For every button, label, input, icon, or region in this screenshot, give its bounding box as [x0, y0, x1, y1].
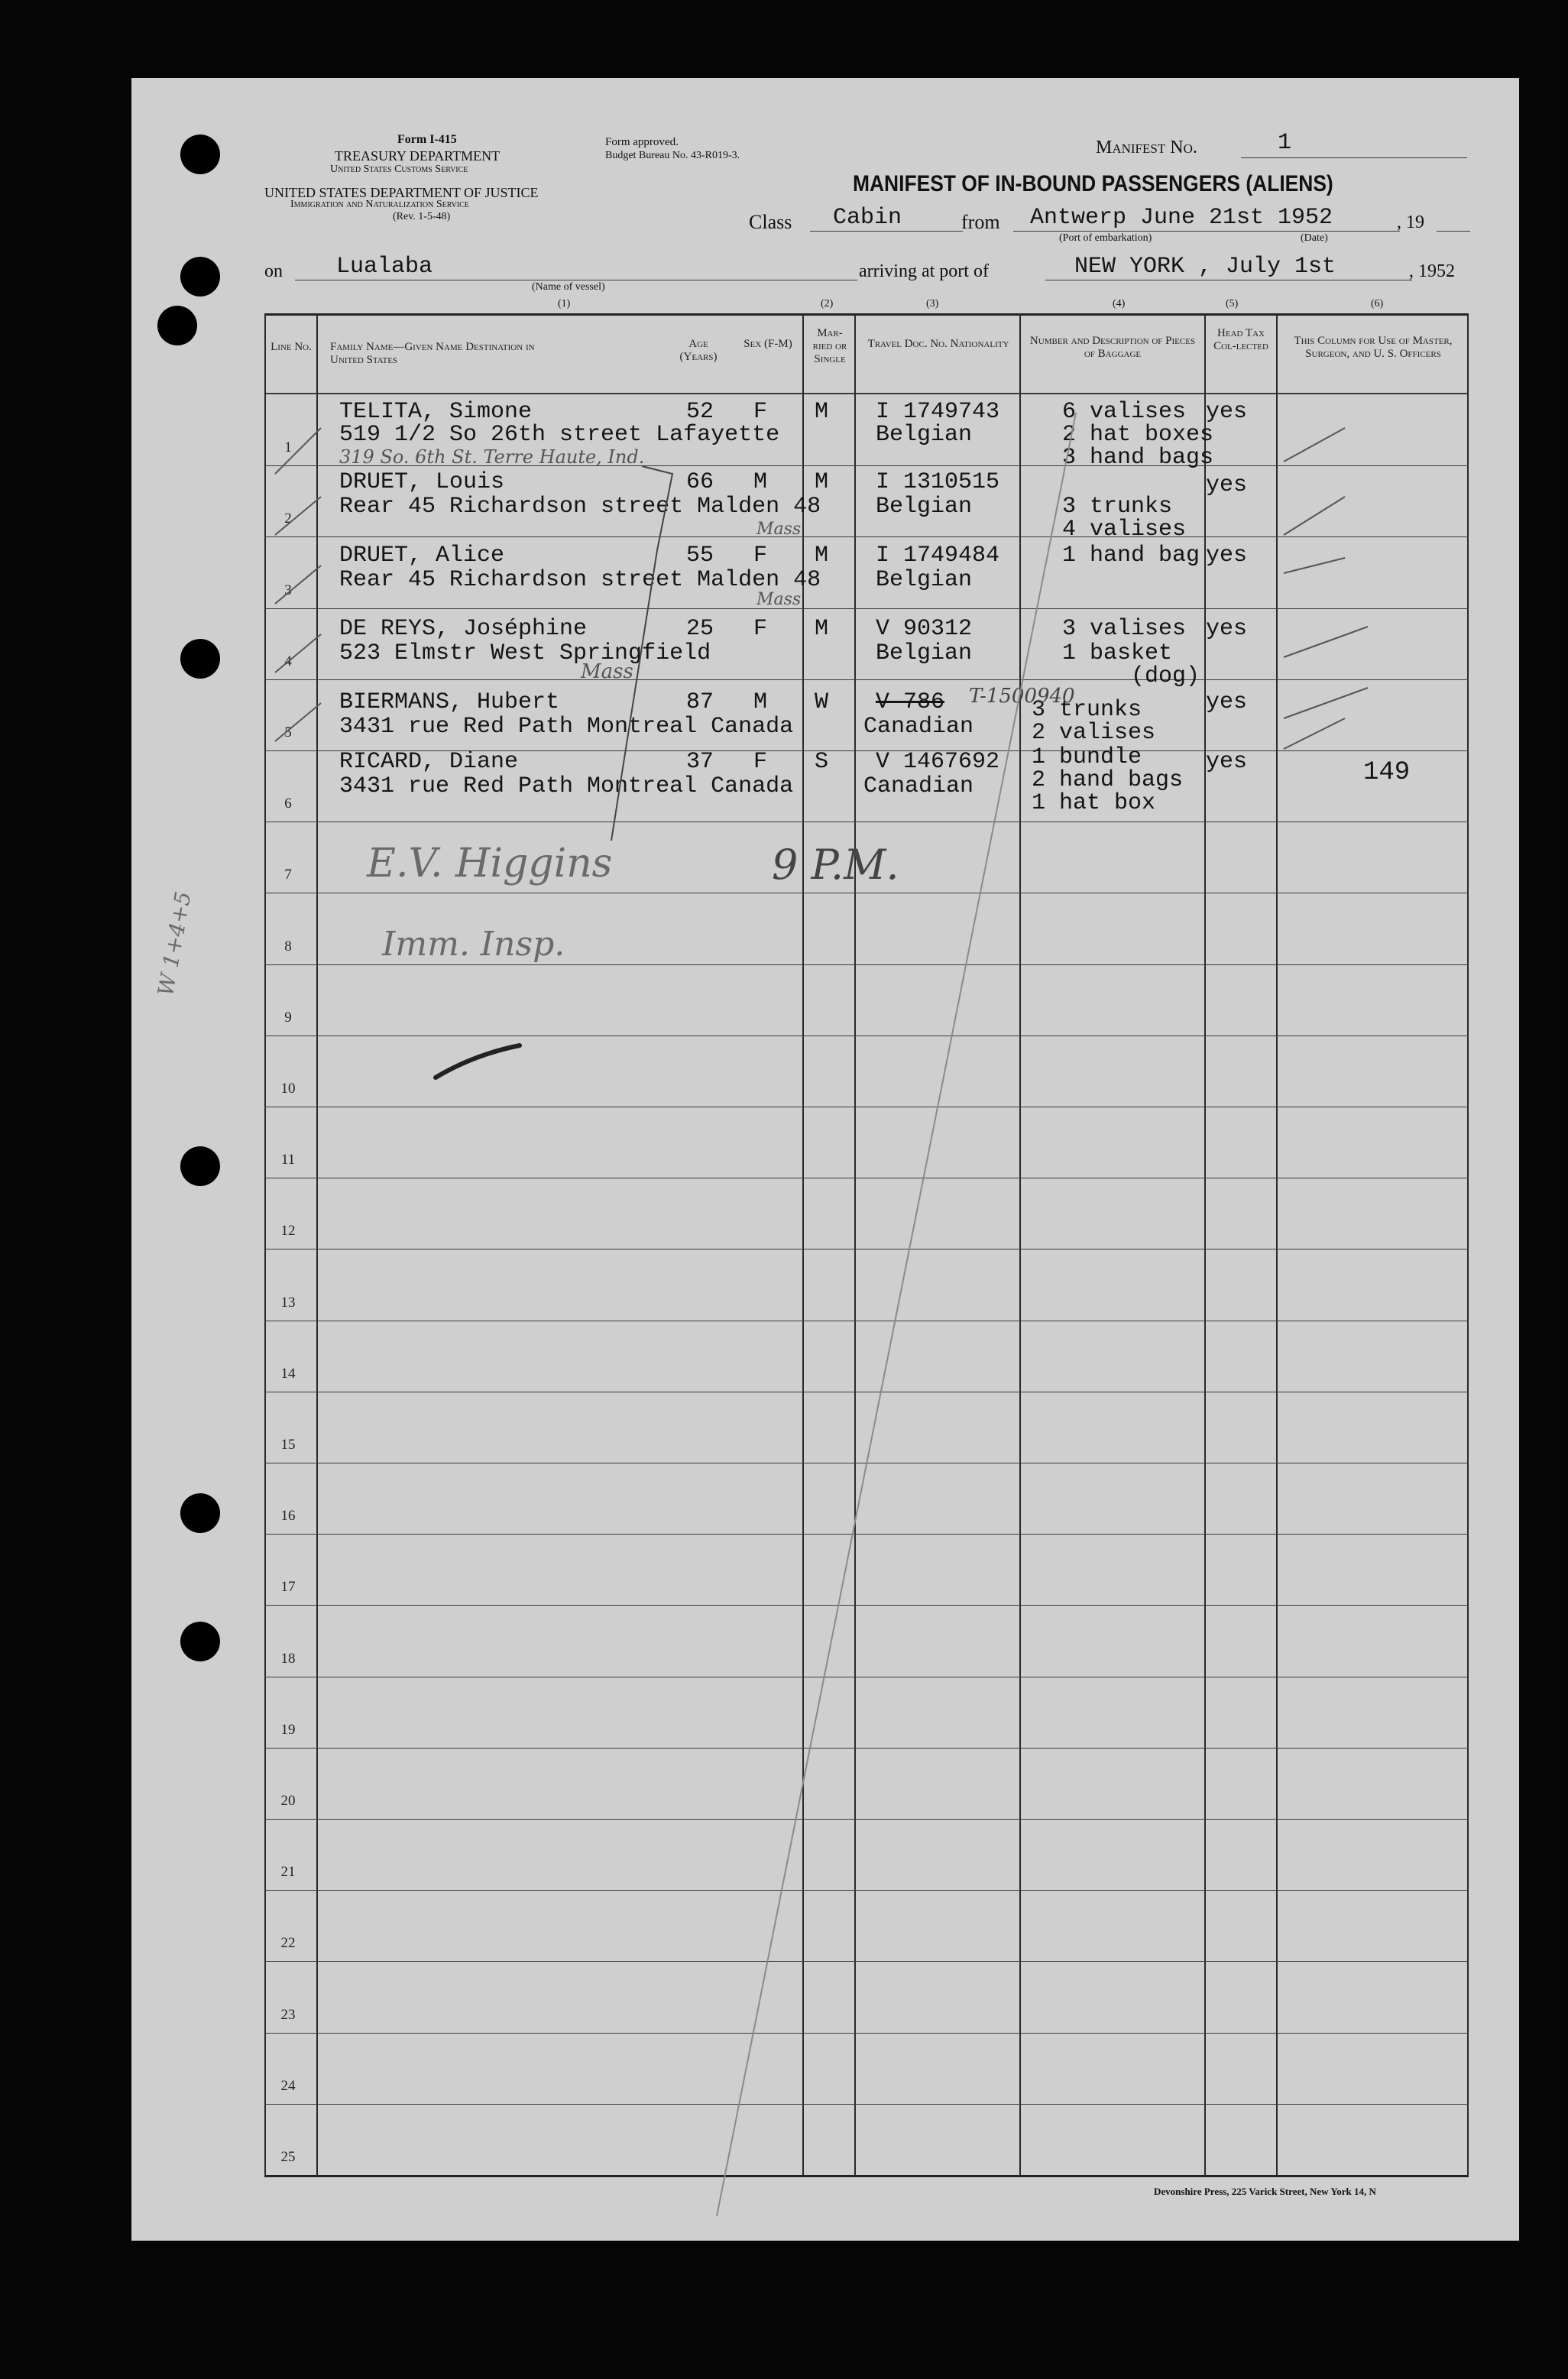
passenger-doc: I 1310515 [876, 469, 1000, 495]
line-number: 2 [284, 510, 292, 527]
table-bottom-border [264, 2175, 1469, 2177]
punch-hole [180, 639, 220, 679]
header-line-no: Line No. [271, 341, 312, 353]
passenger-sex: M [753, 469, 768, 495]
punch-hole [180, 1146, 220, 1186]
line-number: 24 [280, 2078, 296, 2094]
manifest-title: MANIFEST OF IN-BOUND PASSENGERS (ALIENS) [853, 171, 1333, 196]
line-number: 15 [280, 1437, 296, 1453]
state-note: Mass [581, 660, 633, 683]
line-number: 20 [280, 1793, 296, 1809]
passenger-nationality: Canadian [863, 714, 974, 740]
baggage-item: 3 valises [1062, 616, 1187, 642]
passenger-sex: F [753, 616, 768, 642]
line-number: 12 [280, 1223, 296, 1239]
form-revision: (Rev. 1-5-48) [393, 211, 451, 222]
header-travel-doc: Travel Doc. No. Nationality [867, 338, 1009, 350]
passenger-destination: Rear 45 Richardson street Malden 48 [339, 567, 821, 593]
row-rule [264, 964, 1469, 965]
printer-imprint: Devonshire Press, 225 Varick Street, New York 14, N [1154, 2186, 1376, 2197]
passenger-married: M [815, 616, 829, 642]
passenger-age: 37 [686, 749, 714, 775]
passenger-destination: 519 1/2 So 26th street Lafayette [339, 422, 780, 448]
line-number: 3 [284, 582, 292, 598]
col-divider-line [316, 313, 318, 2176]
passenger-doc: V 786 [876, 689, 945, 715]
from-label: from [961, 211, 1000, 233]
manifest-no-label: Manifest No. [1096, 138, 1197, 157]
passenger-married: W [815, 689, 829, 715]
line-number: 14 [280, 1366, 296, 1382]
baggage-item: 2 valises [1032, 720, 1156, 746]
col-number-3: (3) [926, 298, 939, 310]
arrival-port: NEW YORK , July 1st [1074, 254, 1336, 280]
ins-service: Immigration and Naturalization Service [290, 199, 469, 210]
budget-bureau: Budget Bureau No. 43-R019-3. [605, 150, 740, 161]
date-caption: (Date) [1301, 232, 1328, 244]
passenger-married: M [815, 399, 829, 425]
col-number-2: (2) [821, 298, 834, 310]
punch-hole [180, 1493, 220, 1533]
document-correction: T-1500940 [969, 685, 1075, 708]
passenger-doc: V 90312 [876, 616, 973, 642]
row-rule [264, 1748, 1469, 1749]
passenger-age: 55 [686, 543, 714, 569]
col-divider-baggage [1204, 313, 1206, 2176]
port-caption: (Port of embarkation) [1059, 232, 1152, 244]
passenger-nationality: Belgian [876, 422, 973, 448]
passenger-age: 52 [686, 399, 714, 425]
state-note: Mass [756, 590, 802, 609]
row-rule [264, 2033, 1469, 2034]
passenger-nationality: Belgian [876, 567, 973, 593]
punch-hole [157, 306, 197, 345]
header-head-tax: Head Tax Col-lected [1213, 327, 1268, 352]
passenger-name: DRUET, Louis [339, 469, 505, 495]
baggage-item: 2 hat boxes [1062, 422, 1214, 448]
passenger-name: RICARD, Diane [339, 749, 519, 775]
passenger-name: DRUET, Alice [339, 543, 505, 569]
count-stamp: 149 [1363, 758, 1411, 787]
inspector-title: Imm. Insp. [382, 925, 565, 964]
line-number: 16 [280, 1508, 296, 1524]
address-correction: 319 So. 6th St. Terre Haute, Ind. [339, 446, 645, 468]
manifest-no-value: 1 [1278, 130, 1292, 156]
row-rule [264, 2104, 1469, 2105]
passenger-nationality: Canadian [863, 773, 974, 799]
row-rule [264, 679, 1469, 680]
head-tax: yes [1206, 689, 1248, 715]
class-value: Cabin [833, 205, 902, 231]
head-tax: yes [1206, 543, 1248, 569]
passenger-doc: V 1467692 [876, 749, 1000, 775]
row-rule [264, 608, 1469, 609]
passenger-sex: M [753, 689, 768, 715]
inspector-signature: E.V. Higgins [367, 841, 613, 886]
line-number: 13 [280, 1295, 296, 1311]
line-number: 25 [280, 2149, 296, 2165]
passenger-sex: F [753, 749, 768, 775]
passenger-destination: 523 Elmstr West Springfield [339, 640, 711, 666]
passenger-married: M [815, 469, 829, 495]
punch-hole [180, 135, 220, 174]
col-number-5: (5) [1226, 298, 1239, 310]
header-name-destination: Family Name—Given Name Destination in United States [330, 341, 535, 366]
line-number: 18 [280, 1651, 296, 1667]
line-number: 22 [280, 1935, 296, 1951]
line-number: 21 [280, 1864, 296, 1880]
row-rule [264, 1819, 1469, 1820]
head-tax: yes [1206, 472, 1248, 498]
passenger-sex: F [753, 543, 768, 569]
passenger-name: DE REYS, Joséphine [339, 616, 588, 642]
vessel-name: Lualaba [336, 254, 433, 280]
col-number-6: (6) [1371, 298, 1384, 310]
line-number: 19 [280, 1722, 296, 1738]
arriving-label: arriving at port of [859, 261, 989, 281]
passenger-doc: I 1749743 [876, 399, 1000, 425]
row-rule [264, 536, 1469, 537]
line-number: 6 [284, 796, 292, 812]
passenger-age: 25 [686, 616, 714, 642]
baggage-item: 3 trunks [1032, 697, 1142, 723]
baggage-item: 1 bundle [1032, 744, 1142, 770]
class-label: Class [749, 211, 792, 233]
line-number: 9 [284, 1010, 292, 1026]
header-age: Age (Years) [679, 338, 718, 363]
passenger-nationality: Belgian [876, 494, 973, 520]
line-number: 17 [280, 1579, 296, 1595]
baggage-item: 6 valises [1062, 399, 1187, 425]
head-tax: yes [1206, 399, 1248, 425]
year-prefix-1: , 19 [1397, 212, 1424, 232]
header-baggage: Number and Description of Pieces of Baggage [1029, 335, 1196, 360]
arrival-time: 9 P.M. [772, 841, 899, 889]
table-top-border [264, 313, 1469, 316]
baggage-item: 3 trunks [1062, 494, 1173, 520]
treasury-department: TREASURY DEPARTMENT [335, 148, 501, 164]
row-rule [264, 1534, 1469, 1535]
state-note: Mass [756, 520, 802, 539]
passenger-sex: F [753, 399, 768, 425]
table-left-border [264, 313, 266, 2176]
row-rule [264, 1961, 1469, 1962]
passenger-name: BIERMANS, Hubert [339, 689, 560, 715]
line-number: 1 [284, 439, 292, 455]
baggage-item: 2 hand bags [1032, 767, 1184, 793]
passenger-married: M [815, 543, 829, 569]
passenger-destination: 3431 rue Red Path Montreal Canada [339, 773, 794, 799]
head-tax: yes [1206, 616, 1248, 642]
passenger-destination: Rear 45 Richardson street Malden 48 [339, 494, 821, 520]
margin-note: W 1+4+5 [153, 890, 196, 998]
line-number: 5 [284, 724, 292, 741]
from-value: Antwerp June 21st 1952 [1030, 205, 1333, 231]
line-number: 10 [280, 1081, 296, 1097]
punch-hole [180, 257, 220, 297]
line-number: 7 [284, 867, 292, 883]
col-divider-tax [1276, 313, 1278, 2176]
header-sex: Sex (F-M) [744, 338, 792, 350]
line-number: 23 [280, 2007, 296, 2023]
col-number-1: (1) [558, 298, 571, 310]
form-number: Form I-415 [397, 133, 457, 146]
baggage-item: 1 basket [1062, 640, 1173, 666]
passenger-married: S [815, 749, 829, 775]
head-tax: yes [1206, 749, 1248, 775]
baggage-item: 4 valises [1062, 517, 1187, 543]
baggage-item: 1 hand bag [1062, 543, 1200, 569]
line-number: 4 [284, 653, 292, 669]
line-number: 11 [280, 1152, 296, 1168]
baggage-item: 1 hat box [1032, 790, 1156, 816]
passenger-name: TELITA, Simone [339, 399, 533, 425]
baggage-item: 3 hand bags [1062, 445, 1214, 471]
arrival-year: , 1952 [1409, 261, 1455, 281]
col-divider-married [854, 313, 856, 2176]
row-rule [264, 1890, 1469, 1891]
passenger-nationality: Belgian [876, 640, 973, 666]
customs-service: United States Customs Service [330, 164, 468, 175]
passenger-age: 66 [686, 469, 714, 495]
table-right-border [1467, 313, 1469, 2176]
row-rule [264, 1605, 1469, 1606]
passenger-age: 87 [686, 689, 714, 715]
header-married: Mar-ried or Single [812, 327, 847, 365]
header-officers: This Column for Use of Master, Surgeon, and U. S. Officers [1294, 335, 1453, 360]
baggage-item: (dog) [1131, 663, 1200, 689]
passenger-destination: 3431 rue Red Path Montreal Canada [339, 714, 794, 740]
line-number: 8 [284, 938, 292, 955]
punch-hole [180, 1622, 220, 1661]
col-divider-travel [1019, 313, 1021, 2176]
on-label: on [264, 261, 283, 281]
passenger-doc: I 1749484 [876, 543, 1000, 569]
header-bottom-border [264, 393, 1469, 394]
col-number-4: (4) [1113, 298, 1126, 310]
vessel-caption: (Name of vessel) [532, 281, 605, 293]
form-approved: Form approved. [605, 136, 679, 148]
department-of-justice: UNITED STATES DEPARTMENT OF JUSTICE [264, 185, 539, 200]
